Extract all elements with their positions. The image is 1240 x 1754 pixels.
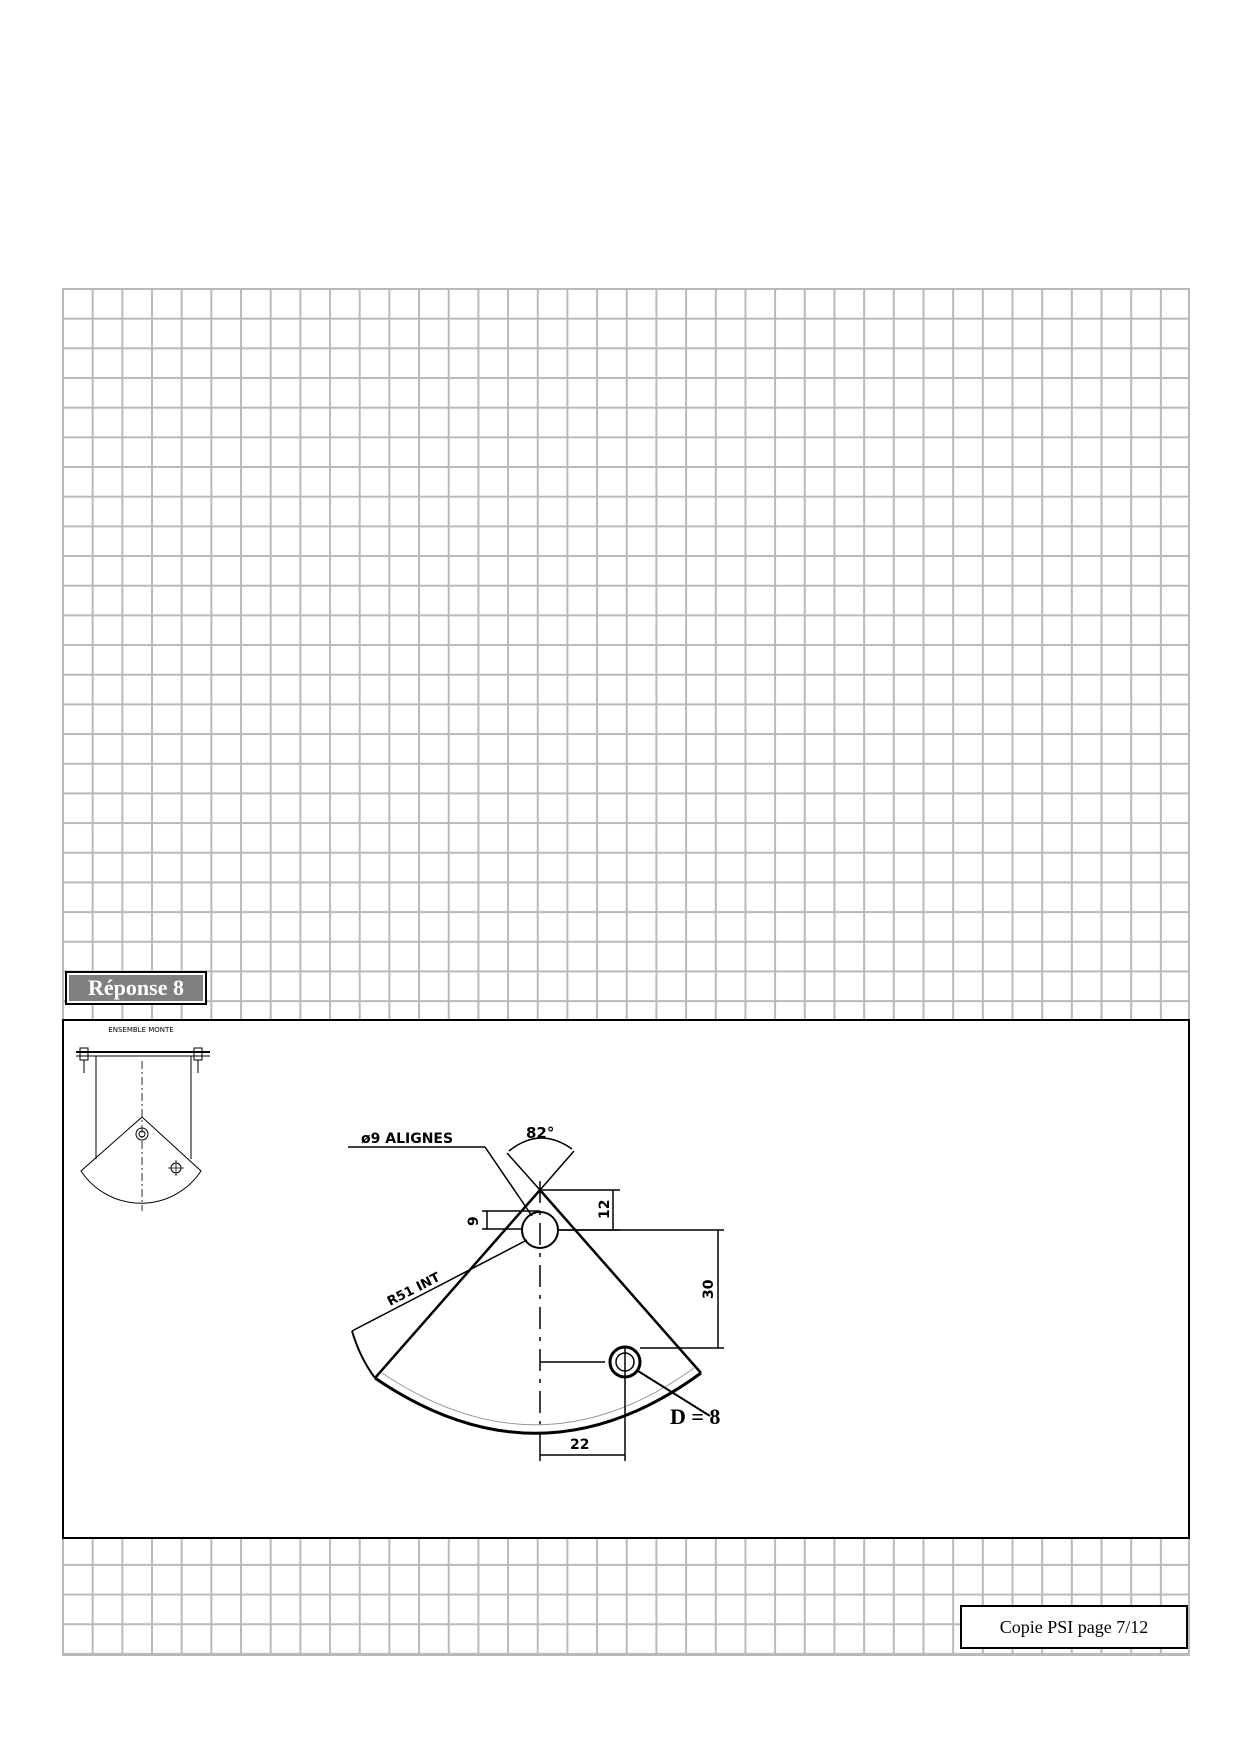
hole-callout: ø9 ALIGNES bbox=[361, 1131, 454, 1147]
angle-label: 82° bbox=[526, 1124, 555, 1142]
dim-9-label: 9 bbox=[466, 1216, 482, 1226]
dimensions bbox=[348, 1124, 724, 1461]
dim-30-label: 30 bbox=[701, 1279, 717, 1299]
diameter-note: D = 8 bbox=[670, 1404, 721, 1429]
radius-label: R51 INT bbox=[385, 1270, 443, 1310]
dim-22-label: 22 bbox=[570, 1437, 590, 1453]
dim-12-label: 12 bbox=[597, 1199, 613, 1219]
technical-drawing bbox=[64, 1021, 1192, 1541]
thumbnail-title: ENSEMBLE MONTE bbox=[108, 1026, 174, 1034]
sector-part bbox=[352, 1181, 701, 1439]
answer-box bbox=[62, 1019, 1190, 1539]
answer-label-text: Réponse 8 bbox=[88, 975, 184, 1000]
page-footer bbox=[960, 1605, 1188, 1649]
answer-label bbox=[65, 971, 207, 1005]
thumbnail-assembly bbox=[76, 1026, 210, 1211]
page-number: Copie PSI page 7/12 bbox=[999, 1616, 1149, 1637]
